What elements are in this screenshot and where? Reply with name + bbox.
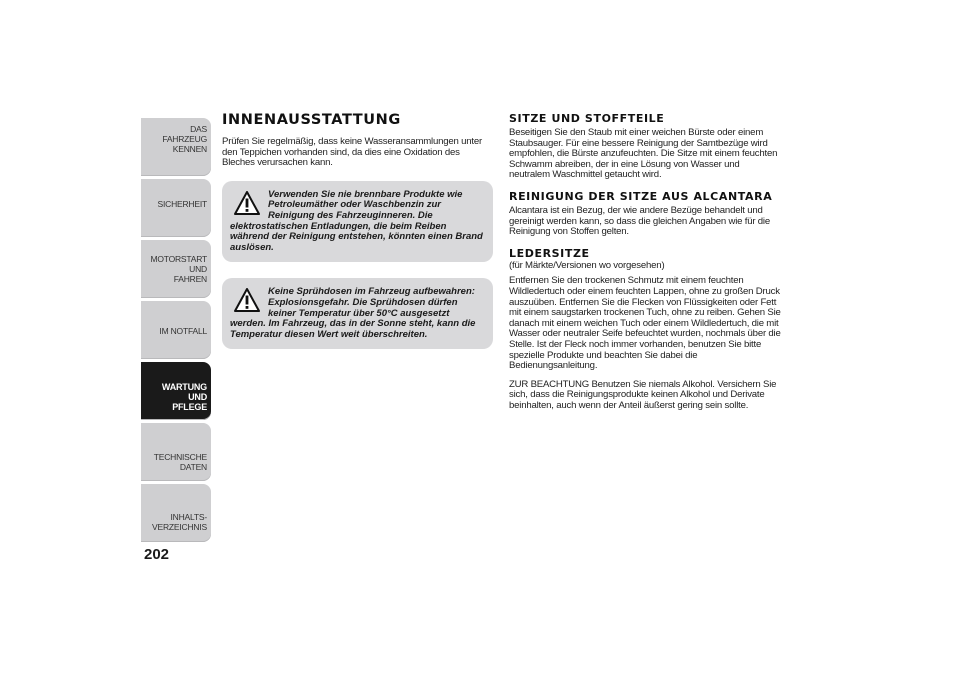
warning-text: Verwenden Sie nie brennbare Produkte wie Petroleumäther oder Waschbenzin zur Reinigung des Fahrzeuginneren. Die elektrostatischen Entladungen, die beim Reiben während der Reinigung entstehen, könnten einen Brand auslösen. <box>230 188 483 253</box>
section-heading-alcantara: REINIGUNG DER SITZE AUS ALCANTARA <box>509 189 773 203</box>
tab-wartung-und-pflege[interactable]: WARTUNG UND PFLEGE <box>141 362 211 420</box>
left-column <box>222 112 492 349</box>
section-heading-sitze-und-stoffteile: SITZE UND STOFFTEILE <box>509 112 665 125</box>
paragraph: Alcantara ist ein Bezug, der wie andere Bezüge behandelt und gereinigt werden kann, so dass die gleichen Angaben wie für die Reinigung von Stoffen gelten. <box>509 204 771 238</box>
paragraph: Entfernen Sie den trockenen Schmutz mit einem feuchten Wildledertuch oder einem feuchten Lappen, ohne zu großen Druck auszuüben. Entfernen Sie die Flecken von Flüssigkeiten oder Fett mit einem saugstarken trockenen Tuch, ohne zu reiben. Gehen Sie danach mit einem weichen Tuch oder einem Wildledertuch, die mit Wasser oder neutraler Seife befeuchtet wurden, nochmals über die Stelle. Ist der Fleck noch immer vorhanden, benutzen Sie bitte spezielle Produkte und beachten Sie dabei die Bedienungsanleitung. <box>509 275 781 372</box>
right-column <box>509 112 781 411</box>
page-number: 202 <box>144 546 170 563</box>
section-heading-innenausstattung: INNENAUSSTATTUNG <box>222 112 401 128</box>
tab-im-notfall[interactable]: IM NOTFALL <box>141 301 211 359</box>
tab-inhaltsverzeichnis[interactable]: INHALTS- VERZEICHNIS <box>141 484 211 542</box>
warning-triangle-icon <box>234 288 260 312</box>
tab-sicherheit[interactable]: SICHERHEIT <box>141 179 211 237</box>
warning-box-flammable <box>222 181 493 263</box>
paragraph-caution: ZUR BEACHTUNG Benutzen Sie niemals Alkohol. Versichern Sie sich, dass die Reinigungsprodukte keinen Alkohol und Derivate beinhalten, auch wenn der Anteil äußerst gering sein sollte. <box>509 378 777 411</box>
paragraph-note: (für Märkte/Versionen wo vorgesehen) <box>509 259 665 271</box>
warning-triangle-icon <box>234 191 260 215</box>
paragraph: Beseitigen Sie den Staub mit einer weichen Bürste oder einem Staubsauger. Für eine bessere Reinigung der Samtbezüge wird empfohlen, die Bürste anzufeuchten. Die Sitze mit einem feuchten Schwamm abreiben, der in eine Lösung von Wasser und neutralem Waschmittel getaucht wird. <box>509 127 778 181</box>
warning-box-spray-cans <box>222 278 493 349</box>
tab-technische-daten[interactable]: TECHNISCHE DATEN <box>141 423 211 481</box>
tab-motorstart-und-fahren[interactable]: MOTORSTART UND FAHREN <box>141 240 211 298</box>
intro-paragraph: Prüfen Sie regelmäßig, dass keine Wasseransammlungen unter den Teppichen vorhanden sind, da dies eine Oxidation des Bleches verursachen kann. <box>222 136 482 169</box>
tab-das-fahrzeug-kennen[interactable]: DAS FAHRZEUG KENNEN <box>141 118 211 176</box>
section-heading-ledersitze: LEDERSITZE <box>509 246 590 260</box>
warning-text: Keine Sprühdosen im Fahrzeug aufbewahren: Explosionsgefahr. Die Sprühdosen dürfen keiner Temperatur über 50°C ausgesetzt werden. Im Fahrzeug, das in der Sonne steht, kann die Temperatur diesen Wert weit überschreiten. <box>230 286 476 340</box>
